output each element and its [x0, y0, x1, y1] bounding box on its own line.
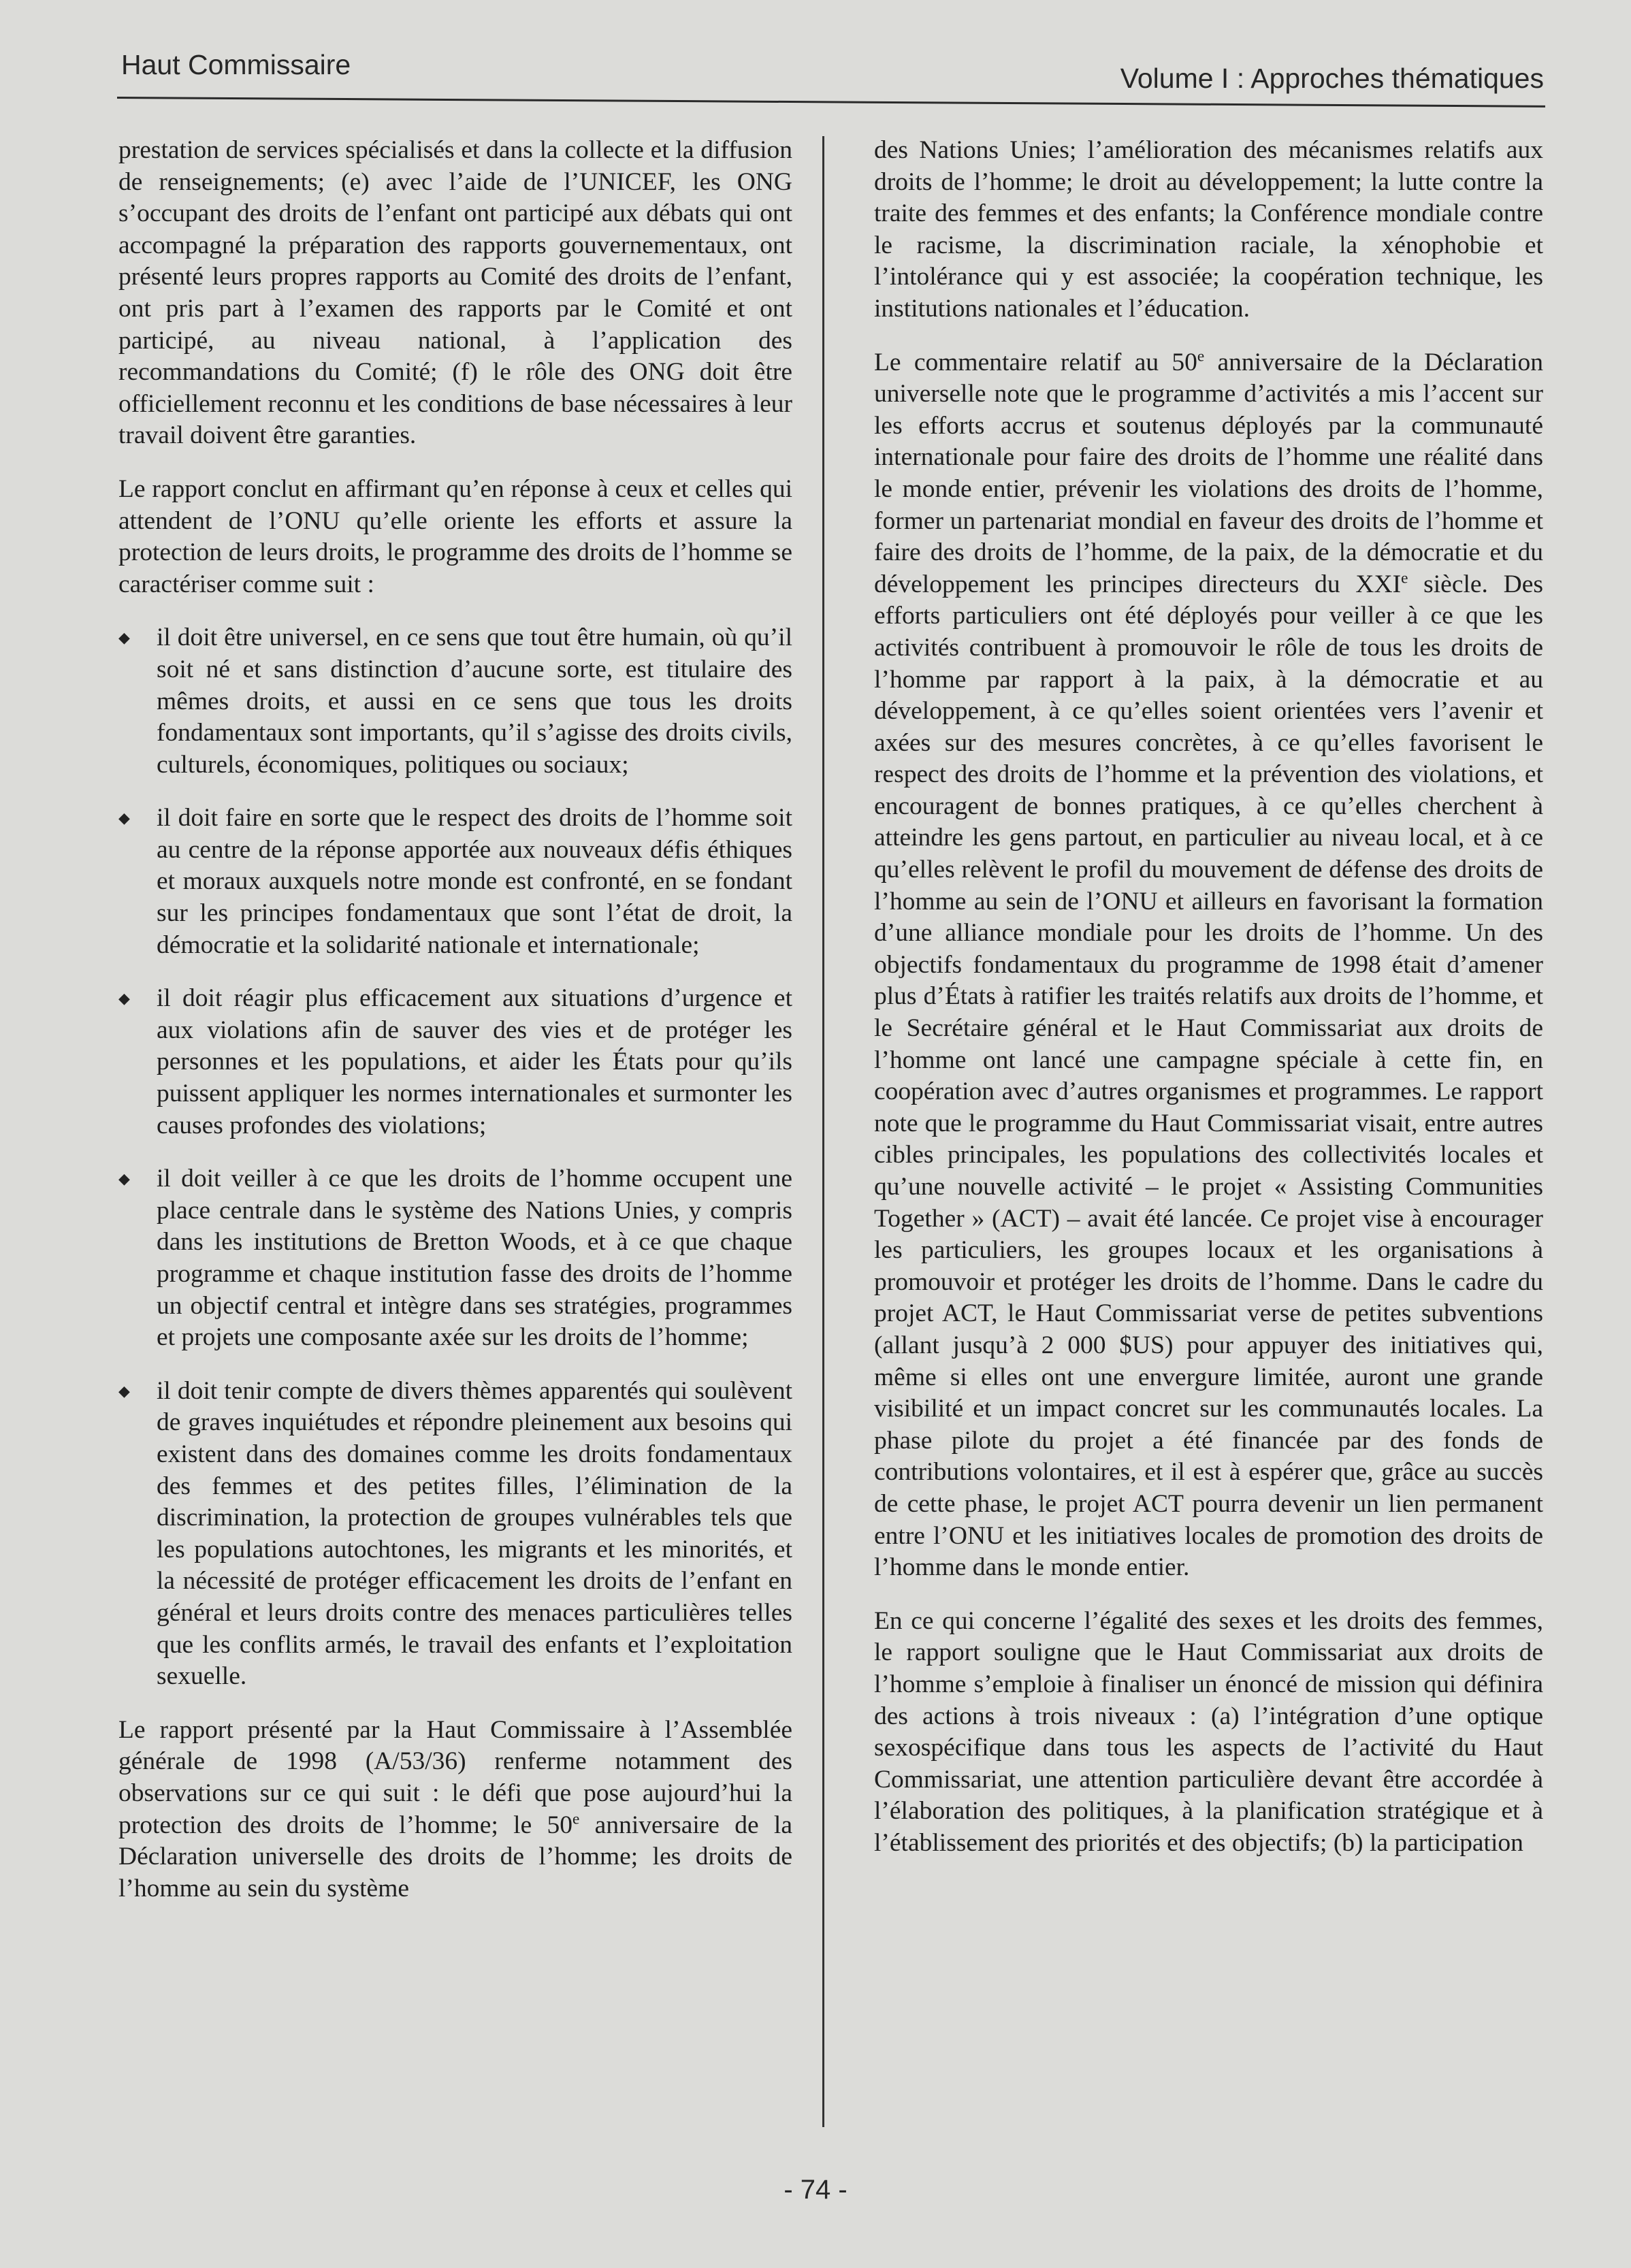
column-divider: [822, 136, 824, 2127]
list-item: [118, 1376, 792, 1693]
paragraph: Le rapport conclut en affirmant qu’en réponse à ceux et celles qui attendent de l’ONU qu’elle oriente les efforts et assure la protection de leurs droits, le programme des droits de l’homme se caractériser comme suit :: [118, 474, 792, 598]
list-item-text: il doit veiller à ce que les droits de l’homme occupent une place centrale dans le système des Nations Unies, y compris dans les institutions de Bretton Woods, et à ce que chaque programme et chaque institution fasse des droits de l’homme un objectif central et intègre dans ses stratégies, programmes et projets une composante axée sur les droits de l’homme;: [157, 1165, 792, 1352]
text-run: anniversaire de la Déclaration universelle note que le programme d’activités a mis l’accent sur les efforts accrus et soutenus déployés par la communauté internationale pour faire des droits de l’homme une réalité dans le monde entier, prévenir les violations des droits de l’homme, former un partenariat mondial en faveur des droits de l’homme et faire des droits de l’homme, de la paix, de la démocratie et du développement les principes directeurs du XXI: [874, 348, 1543, 598]
superscript: e: [1401, 569, 1408, 587]
list-item-text: il doit être universel, en ce sens que tout être humain, où qu’il soit né et sans distinction d’aucune sorte, est titulaire des mêmes droits, et aussi en ce sens que tous les droits fondamentaux sont importants, qu’il s’agisse des droits civils, culturels, économiques, politiques ou sociaux;: [157, 623, 792, 779]
list-item: [118, 622, 792, 781]
list-item: [118, 983, 792, 1141]
text-run: Le rapport présenté par la Haut Commissaire à l’Assemblée générale de 1998 (A/53/36) renferme notamment des observations sur ce qui suit : le défi que pose aujourd’hui la protection des droits de l’homme; le 50: [118, 1715, 792, 1839]
list-item-text: il doit tenir compte de divers thèmes apparentés qui soulèvent de graves inquiétudes et répondre pleinement aux besoins qui existent dans des domaines comme les droits fondamentaux des femmes et des petites filles, l’élimination de la discrimination, la protection de groupes vulnérables tels que les populations autochtones, les migrants et les minorités, et la nécessité de protéger efficacement les droits de l’enfant en général et leurs droits contre des menaces particulières telles que les conflits armés, le travail des enfants et l’exploitation sexuelle.: [157, 1376, 792, 1691]
paragraph: des Nations Unies; l’amélioration des mécanismes relatifs aux droits de l’homme; le droit au développement; la lutte contre la traite des femmes et des enfants; la Conférence mondiale contre le racisme, la discrimination raciale, la xénophobie et l’intolérance qui y est associée; la coopération technique, les institutions nationales et l’éducation.: [874, 136, 1543, 323]
list-item-text: il doit réagir plus efficacement aux situations d’urgence et aux violations afin de sauver des vies et de protéger les personnes et les populations, et aider les États pour qu’ils puissent appliquer les normes internationales et surmonter les causes profondes des violations;: [157, 984, 792, 1139]
list-item-text: il doit faire en sorte que le respect des droits de l’homme soit au centre de la réponse apportée aux nouveaux défis éthiques et moraux auxquels notre monde est confronté, en se fondant sur les principes fondamentaux que sont l’état de droit, la démocratie et la solidarité nationale et internationale;: [157, 804, 792, 959]
superscript: e: [1197, 347, 1205, 366]
paragraph: En ce qui concerne l’égalité des sexes et les droits des femmes, le rapport souligne que le Haut Commissariat aux droits de l’homme s’emploie à finaliser un énoncé de mission qui définira des actions à trois niveaux : (a) l’intégration d’une optique sexospécifique dans tous les aspects de l’activité du Haut Commissariat, une attention particulière devant être accordée à l’élaboration des politiques, à la planification stratégique et à l’établissement des priorités et des objectifs; (b) la participation: [874, 1606, 1543, 1857]
diamond-bullet-icon: ◆: [118, 809, 130, 827]
left-column: [118, 135, 792, 1926]
diamond-bullet-icon: ◆: [118, 1170, 130, 1188]
right-column: [874, 135, 1543, 1881]
header-rule: [117, 97, 1545, 108]
running-header-right: Volume I : Approches thématiques: [1120, 63, 1544, 94]
paragraph: prestation de services spécialisés et dans la collecte et la diffusion de renseignements; (e) avec l’aide de l’UNICEF, les ONG s’occupant des droits de l’enfant ont participé aux débats qui ont accompagné la préparation des rapports gouvernementaux, ont présenté leurs propres rapports au Comité des droits de l’enfant, ont pris part à l’examen des rapports par le Comité et ont participé, au niveau national, à l’application des recommandations du Comité; (f) le rôle des ONG doit être officiellement reconnu et les conditions de base nécessaires à leur travail doivent être garanties.: [118, 136, 792, 450]
paragraph: [874, 347, 1543, 1584]
text-run: Le commentaire relatif au 50: [874, 348, 1197, 376]
diamond-bullet-icon: ◆: [118, 1382, 130, 1399]
diamond-bullet-icon: ◆: [118, 629, 130, 647]
superscript: e: [572, 1810, 580, 1828]
running-header-left: Haut Commissaire: [121, 49, 351, 80]
text-run: siècle. Des efforts particuliers ont été déployés pour veiller à ce que les activités contribuent à promouvoir le rôle de tous les droits de l’homme par rapport à la paix, à la démocratie et au développement, à ce qu’elles soient orientées vers l’avenir et axées sur des mesures concrètes, à ce qu’elles favorisent le respect des droits de l’homme et la prévention des violations, et encouragent de bonnes pratiques, à ce qu’elles cherchent à atteindre les gens partout, en particulier au niveau local, et à ce qu’elles relèvent le profil du mouvement de défense des droits de l’homme au sein de l’ONU et ailleurs en favorisant la formation d’une alliance mondiale pour les droits de l’homme. Un des objectifs fondamentaux du programme de 1998 était d’amener plus d’États à ratifier les traités relatifs aux droits de l’homme, et le Secrétaire général et le Haut Commissariat aux droits de l’homme ont lancé une campagne spéciale à cette fin, en coopération avec d’autres organismes et programmes. Le rapport note que le programme du Haut Commissariat visait, entre autres cibles principales, les populations des collectivités locales et qu’une nouvelle activité – le projet « Assisting Communities Together » (ACT) – avait été lancée. Ce projet vise à encourager les particuliers, les groupes locaux et les organisations à promouvoir et protéger les droits de l’homme. Dans le cadre du projet ACT, le Haut Commissariat verse de petites subventions (allant jusqu’à 2 000 $US) pour appuyer des initiatives qui, même si elles ont une envergure limitée, auront une grande visibilité et un impact concret sur les communautés locales. La phase pilote du projet a été financée par des fonds de contributions volontaires, et il est à espérer que, grâce au succès de cette phase, le projet ACT pourra devenir un lien permanent entre l’ONU et les initiatives locales de promotion des droits de l’homme dans le monde entier.: [874, 570, 1543, 1582]
bullet-list: [118, 622, 792, 1692]
paragraph: [118, 1715, 792, 1905]
diamond-bullet-icon: ◆: [118, 990, 130, 1007]
list-item: [118, 1163, 792, 1354]
list-item: [118, 803, 792, 961]
page-number: - 74 -: [784, 2175, 847, 2205]
text-run: anniversaire de la Déclaration universelle des droits de l’homme; les droits de l’homme au sein du système: [118, 1811, 792, 1902]
